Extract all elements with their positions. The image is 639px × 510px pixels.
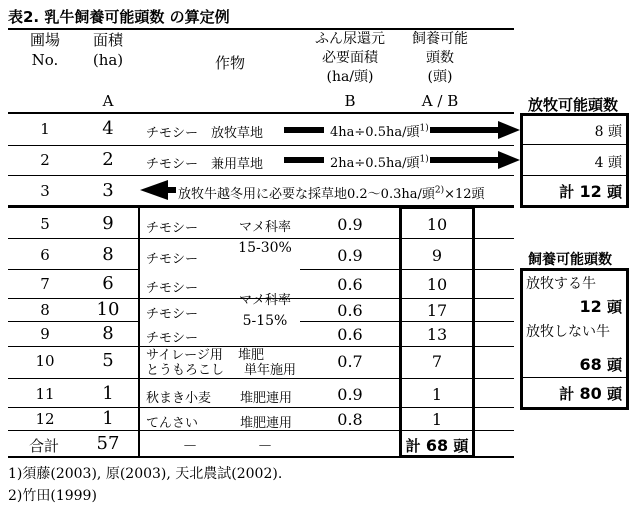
grazing-total-prefix: 計: [559, 183, 575, 201]
grazing-total-unit: 頭: [606, 183, 622, 201]
row5-b: 0.9: [337, 215, 363, 234]
row7-area: 6: [102, 273, 114, 294]
row12-note: 堆肥連用: [240, 416, 293, 431]
total-b: －: [257, 437, 273, 455]
row6-cap: 9: [431, 246, 443, 265]
row3-no: 3: [40, 182, 50, 200]
row2-formula-sup: 1): [419, 154, 429, 165]
total-cap-unit: 頭: [453, 437, 469, 455]
feed-total-prefix: 計: [559, 385, 575, 403]
row3-note-tail: ×12頭: [444, 187, 485, 202]
feed-box-nongrazing: [524, 354, 622, 375]
grazing-box-total: [524, 181, 622, 202]
row3-note-text: 放牧牛越冬用に必要な採草地0.2～0.3ha/頭: [178, 187, 435, 202]
group-note-1: [225, 218, 305, 258]
row12-area: 1: [102, 408, 114, 429]
table-title: 表2. 乳牛飼養可能頭数 の算定例: [8, 8, 230, 26]
feed-nongrazing-value: 68: [579, 355, 602, 374]
row8-cap: 17: [426, 301, 448, 320]
total-label: 合計: [28, 437, 59, 455]
total-crop: －: [182, 437, 198, 455]
grazing-box-rule2: [521, 175, 628, 176]
footnote-2: 2)竹田(1999): [8, 488, 97, 504]
row10-area: 5: [102, 350, 114, 371]
header-field-no-line1: 圃場: [29, 31, 60, 49]
row10-cap: 7: [431, 352, 443, 371]
row8-no: 8: [40, 301, 50, 319]
grazing-total-value: 12: [579, 182, 602, 201]
row8-area: 10: [96, 299, 120, 320]
group-note-1-line1: マメ科率: [238, 220, 291, 235]
row2-crop: チモシー 兼用草地: [146, 157, 264, 172]
row6-crop: チモシー: [146, 252, 199, 267]
row1-formula-sup: 1): [419, 123, 429, 134]
row7-cap: 10: [426, 275, 448, 294]
row7-b: 0.6: [337, 275, 363, 294]
row11-area: 1: [102, 383, 114, 404]
feed-box-title: 飼養可能頭数: [528, 252, 612, 268]
row10-note-line1: 堆肥: [238, 348, 265, 363]
row5-cap: 10: [426, 215, 448, 234]
row12-no: 12: [35, 410, 55, 428]
row1-area: 4: [102, 118, 114, 139]
row6-area: 8: [102, 244, 114, 265]
grazing-box-rule1: [521, 144, 628, 145]
row7-crop: チモシー: [146, 281, 199, 296]
group-note-2-line2: 5-15%: [242, 313, 288, 329]
row12-b: 0.8: [337, 410, 363, 429]
row8-crop: チモシー: [146, 307, 199, 322]
row9-no: 9: [40, 325, 50, 343]
row10-crop-line2: とうもろこし: [146, 363, 225, 378]
header-capacity-line3: (頭): [427, 69, 453, 85]
header-field-no-line2: No.: [31, 51, 59, 69]
row11-crop: 秋まき小麦: [146, 391, 212, 406]
row2-no: 2: [40, 151, 50, 169]
group-note-2-line1: マメ科率: [238, 293, 291, 308]
header-required-area-code: B: [344, 92, 356, 110]
group-note-2: [225, 290, 305, 332]
row3-note-sup: 2): [434, 185, 445, 196]
row7-no: 7: [40, 275, 50, 293]
header-area-line1: 面積: [92, 31, 123, 49]
total-cap: [402, 435, 472, 456]
feed-box-total: [524, 383, 622, 404]
header-capacity-line2: 頭数: [426, 50, 454, 66]
row9-b: 0.6: [337, 325, 363, 344]
row5-crop: チモシー: [146, 221, 199, 236]
feed-box-rule: [521, 377, 628, 378]
header-required-area-line1: ふん尿還元: [315, 31, 385, 47]
feed-grazing-unit: 頭: [606, 298, 622, 316]
row10-crop-line1: サイレージ用: [146, 348, 223, 363]
row5-area: 9: [102, 213, 114, 234]
arrow-row2: [284, 151, 520, 169]
row3-area: 3: [102, 180, 114, 201]
header-area-line2: (ha): [92, 51, 124, 69]
row10-note-line2: 単年施用: [244, 363, 297, 378]
feed-nongrazing-unit: 頭: [606, 356, 622, 374]
row6-no: 6: [40, 246, 50, 264]
footnote-1: 1)須藤(2003), 原(2003), 天北農試(2002).: [8, 466, 283, 482]
row10-crop: [146, 348, 224, 378]
total-area: 57: [96, 433, 120, 454]
row1-formula-text: 4ha÷0.5ha/頭: [330, 125, 420, 140]
row11-cap: 1: [431, 385, 443, 404]
header-capacity-line1: 飼養可能: [412, 31, 468, 47]
row9-cap: 13: [426, 325, 448, 344]
arrow-row3: [140, 180, 176, 200]
row9-crop: チモシー: [146, 331, 199, 346]
feed-total-unit: 頭: [606, 385, 622, 403]
row8-b: 0.6: [337, 301, 363, 320]
header-required-area-line2: 必要面積: [322, 50, 378, 66]
feed-box-nongrazing-label: 放牧しない牛: [526, 324, 610, 340]
row12-crop: てんさい: [146, 416, 199, 431]
feed-total-value: 80: [579, 384, 602, 403]
feed-grazing-value: 12: [579, 297, 602, 316]
grazing-box-row2: 4 頭: [594, 155, 622, 171]
feed-box-grazing-label: 放牧する牛: [526, 276, 596, 292]
header-capacity-code: A / B: [421, 92, 459, 110]
row10-b: 0.7: [337, 352, 363, 371]
header-area-code: A: [102, 92, 114, 110]
total-cap-value: 68: [425, 436, 449, 455]
row2-formula-text: 2ha÷0.5ha/頭: [330, 156, 420, 171]
row6-b: 0.9: [337, 246, 363, 265]
row11-note: 堆肥連用: [240, 391, 293, 406]
total-cap-prefix: 計: [405, 437, 421, 455]
feed-box-grazing: [524, 296, 622, 317]
row11-b: 0.9: [337, 385, 363, 404]
header-crop: 作物: [214, 54, 245, 72]
row2-area: 2: [102, 149, 114, 170]
row10-note: [238, 348, 296, 378]
group-note-1-line2: 15-30%: [238, 240, 292, 256]
row1-no: 1: [40, 120, 50, 138]
arrow-row1: [284, 121, 520, 139]
header-required-area-line3: (ha/頭): [326, 69, 374, 85]
row1-crop: チモシー 放牧草地: [146, 126, 264, 141]
grazing-box-title: 放牧可能頭数: [528, 96, 619, 114]
row5-no: 5: [40, 215, 50, 233]
row11-no: 11: [35, 385, 55, 403]
grazing-box-row1: 8 頭: [594, 124, 622, 140]
row10-no: 10: [35, 352, 55, 370]
row9-area: 8: [102, 323, 114, 344]
row12-cap: 1: [431, 410, 443, 429]
